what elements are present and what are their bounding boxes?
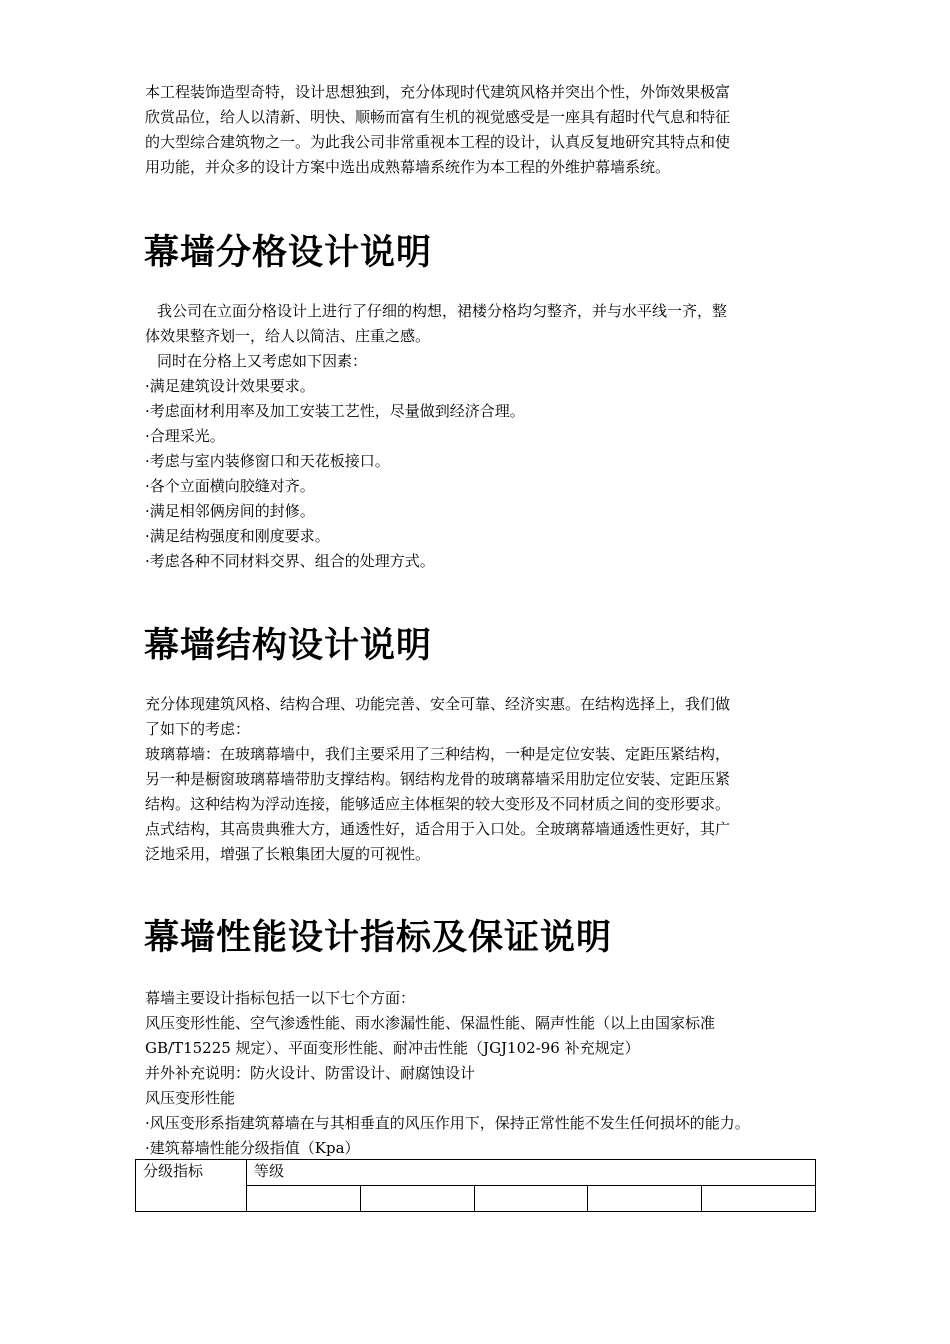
paragraph-line: 泛地采用，增强了长粮集团大厦的可视性。 [145, 845, 431, 863]
paragraph-line: 结构。这种结构为浮动连接，能够适应主体框架的较大变形及不同材质之间的变形要求。 [145, 795, 731, 813]
list-item: ·满足建筑设计效果要求。 [145, 377, 315, 395]
table-row [136, 1160, 816, 1186]
section3-body [145, 986, 825, 1161]
intro-line: 用功能，并众多的设计方案中选出成熟幕墙系统作为本工程的外维护幕墙系统。 [145, 158, 671, 176]
performance-grade-table [135, 1159, 816, 1212]
table-cell [702, 1186, 816, 1212]
paragraph-line: 体效果整齐划一，给人以简洁、庄重之感。 [145, 327, 431, 345]
section1-body [145, 299, 815, 574]
list-item: ·考虑与室内装修窗口和天花板接口。 [145, 452, 390, 470]
paragraph-line: 点式结构，其高贵典雅大方，通透性好，适合用于入口处。全玻璃幕墙通透性更好，其广 [145, 820, 731, 838]
list-item: ·各个立面横向胶缝对齐。 [145, 477, 315, 495]
list-item: ·考虑各种不同材料交界、组合的处理方式。 [145, 552, 435, 570]
paragraph-line: 并外补充说明：防火设计、防雷设计、耐腐蚀设计 [145, 1064, 476, 1082]
intro-line: 本工程装饰造型奇特，设计思想独到，充分体现时代建筑风格并突出个性，外饰效果极富 [145, 83, 731, 101]
intro-line: 欣赏品位，给人以清新、明快、顺畅而富有生机的视觉感受是一座具有超时代气息和特征 [145, 108, 731, 126]
list-item: ·风压变形系指建筑幕墙在与其相垂直的风压作用下，保持正常性能不发生任何损坏的能力。 [145, 1114, 750, 1132]
paragraph-line: 幕墙主要设计指标包括一以下七个方面： [145, 989, 416, 1007]
paragraph-line: 风压变形性能、空气渗透性能、雨水渗漏性能、保温性能、隔声性能（以上由国家标准 [145, 1014, 716, 1032]
table-header-cell: 分级指标 [136, 1160, 247, 1212]
list-item: ·合理采光。 [145, 427, 225, 445]
list-item: ·建筑幕墙性能分级指值（Kpa） [145, 1139, 360, 1157]
table-header-cell: 等级 [247, 1160, 816, 1186]
list-item: ·满足结构强度和刚度要求。 [145, 527, 330, 545]
paragraph-line: 玻璃幕墙：在玻璃幕墙中，我们主要采用了三种结构，一种是定位安装、定距压紧结构， [145, 745, 731, 763]
table-cell [588, 1186, 702, 1212]
list-item: ·考虑面材利用率及加工安装工艺性，尽量做到经济合理。 [145, 402, 525, 420]
section-heading: 幕墙分格设计说明 [144, 233, 433, 273]
table-cell [247, 1186, 361, 1212]
paragraph-line: 我公司在立面分格设计上进行了仔细的构想，裙楼分格均匀整齐，并与水平线一齐，整 [157, 302, 728, 320]
list-item: ·满足相邻俩房间的封修。 [145, 502, 315, 520]
paragraph-line: 充分体现建筑风格、结构合理、功能完善、安全可靠、经济实惠。在结构选择上，我们做 [145, 695, 731, 713]
paragraph-line: 同时在分格上又考虑如下因素： [157, 352, 368, 370]
table-cell [360, 1186, 474, 1212]
intro-line: 的大型综合建筑物之一。为此我公司非常重视本工程的设计，认真反复地研究其特点和使 [145, 133, 731, 151]
paragraph-line: 另一种是橱窗玻璃幕墙带肋支撑结构。钢结构龙骨的玻璃幕墙采用肋定位安装、定距压紧 [145, 770, 731, 788]
section-heading: 幕墙性能设计指标及保证说明 [144, 918, 613, 958]
paragraph-line: 风压变形性能 [145, 1089, 236, 1107]
section2-body [145, 692, 815, 867]
paragraph-line: GB/T15225 规定）、平面变形性能、耐冲击性能（JGJ102-96 补充规定） [145, 1039, 640, 1057]
paragraph-line: 了如下的考虑： [145, 720, 251, 738]
section-heading: 幕墙结构设计说明 [144, 626, 433, 666]
intro-paragraph [145, 80, 815, 180]
table-cell [474, 1186, 588, 1212]
